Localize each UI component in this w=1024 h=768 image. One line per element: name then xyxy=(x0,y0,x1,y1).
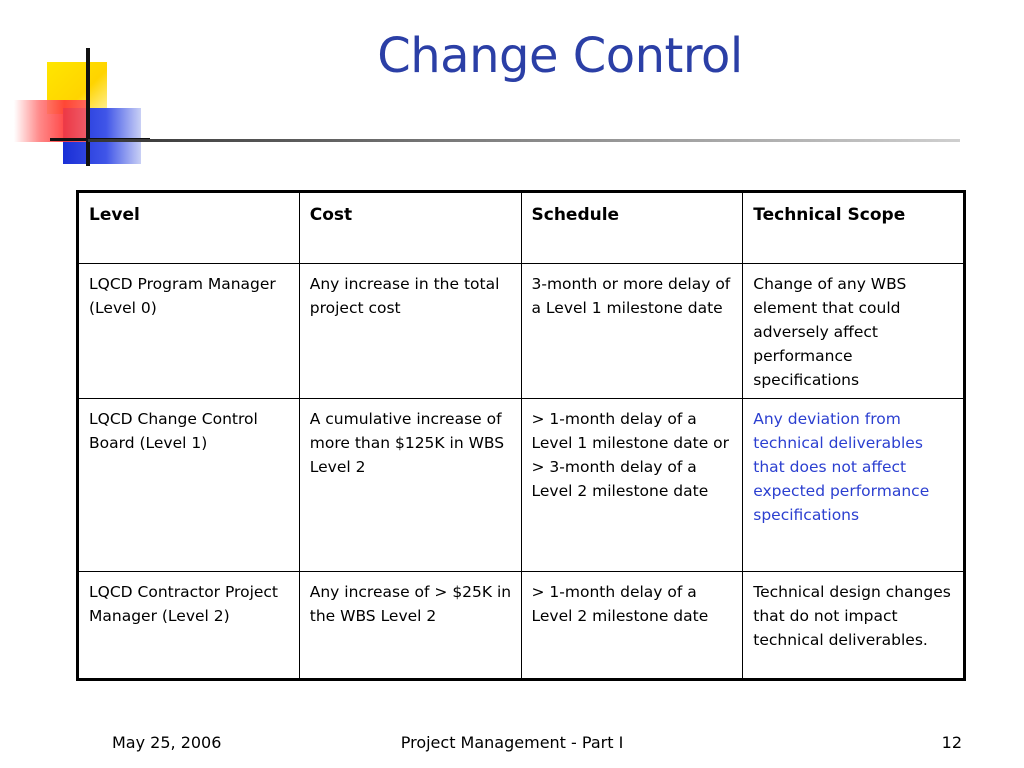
cell-schedule: 3-month or more delay of a Level 1 milestone date xyxy=(521,264,743,399)
header-cost: Cost xyxy=(299,192,521,264)
cell-technical-scope: Technical design changes that do not impact technical deliverables. xyxy=(743,572,965,680)
header-schedule: Schedule xyxy=(521,192,743,264)
cell-level: LQCD Contractor Project Manager (Level 2) xyxy=(78,572,300,680)
logo-vertical-line xyxy=(86,48,90,166)
table-row xyxy=(78,264,965,399)
header-level: Level xyxy=(78,192,300,264)
footer-date: May 25, 2006 xyxy=(112,733,222,752)
change-control-table xyxy=(76,190,966,681)
footer-title: Project Management - Part I xyxy=(400,733,624,752)
cell-technical-scope-highlighted: Any deviation from technical deliverables that does not affect expected performance specifications xyxy=(743,399,965,572)
table-row xyxy=(78,399,965,572)
table-row xyxy=(78,572,965,680)
cell-technical-scope: Change of any WBS element that could adversely affect performance specifications xyxy=(743,264,965,399)
slide-logo-graphic xyxy=(0,0,200,180)
logo-red-square xyxy=(14,100,86,142)
header-technical-scope: Technical Scope xyxy=(743,192,965,264)
cell-schedule: > 1-month delay of a Level 2 milestone date xyxy=(521,572,743,680)
cell-level: LQCD Change Control Board (Level 1) xyxy=(78,399,300,572)
cell-cost: A cumulative increase of more than $125K in WBS Level 2 xyxy=(299,399,521,572)
footer-page-number: 12 xyxy=(941,733,962,752)
slide-title: Change Control xyxy=(377,28,743,84)
cell-level: LQCD Program Manager (Level 0) xyxy=(78,264,300,399)
cell-schedule: > 1-month delay of a Level 1 milestone date or > 3-month delay of a Level 2 milestone date xyxy=(521,399,743,572)
cell-cost: Any increase in the total project cost xyxy=(299,264,521,399)
table-header-row xyxy=(78,192,965,264)
title-divider-rule xyxy=(88,139,960,142)
cell-cost: Any increase of > $25K in the WBS Level 2 xyxy=(299,572,521,680)
